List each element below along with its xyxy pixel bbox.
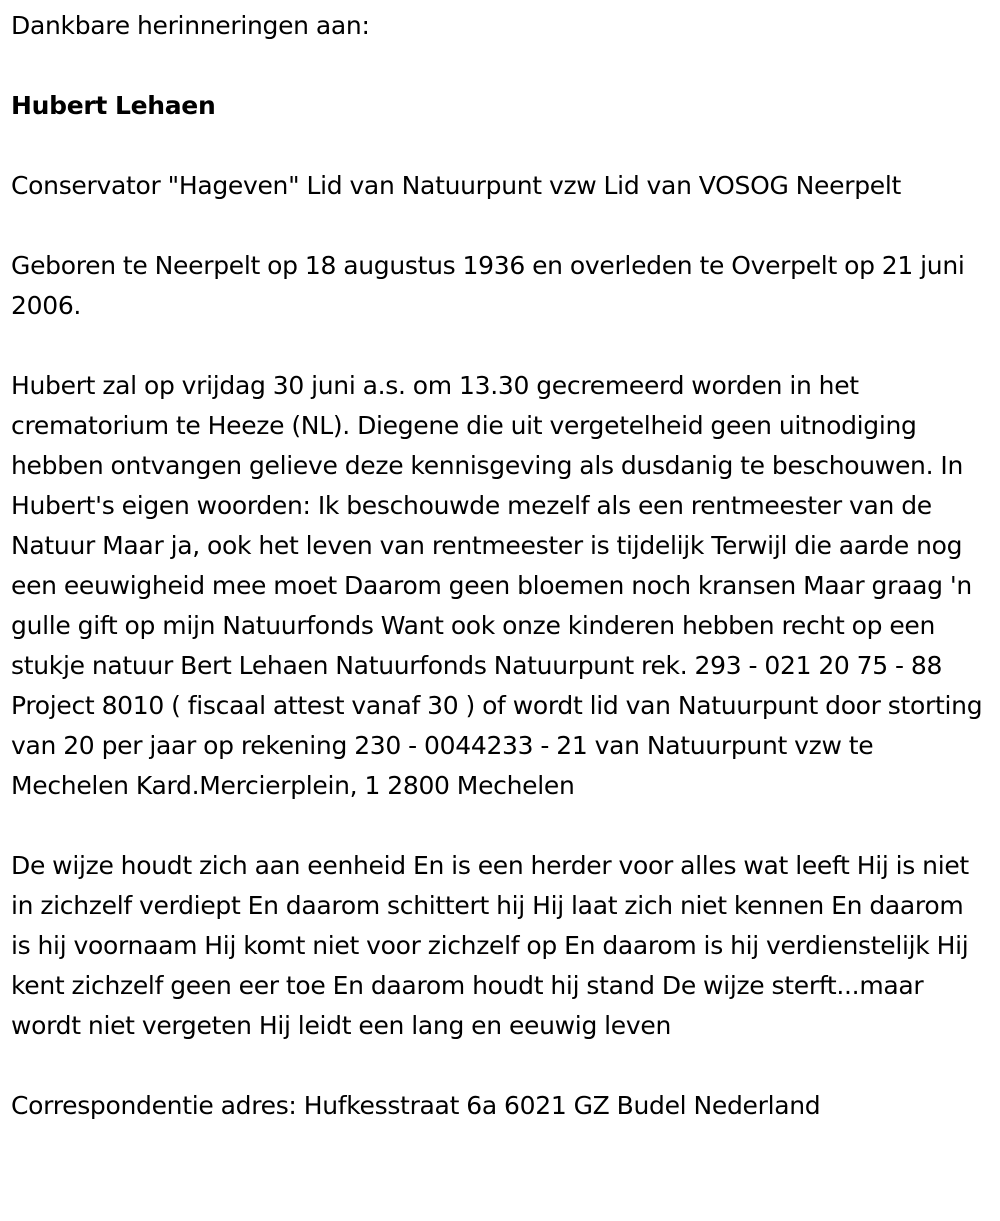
intro-line: Dankbare herinneringen aan: [11, 11, 370, 40]
deceased-name: Hubert Lehaen [11, 91, 216, 120]
ceremony-paragraph: Hubert zal op vrijdag 30 juni a.s. om 13.30 gecremeerd worden in het crematorium te Heeze (NL). Diegene die uit vergetelheid geen uitnodiging hebben ontvangen gelieve deze kennisgeving als dusdanig te beschouwen. In Hubert's eigen woorden: Ik beschouwde mezelf als een rentmeester van de Natuur Maar ja, ook het leven van rentmeester is tijdelijk Terwijl die aarde nog een eeuwigheid mee moet Daarom geen bloemen noch kransen Maar graag 'n gulle gift op mijn Natuurfonds Want ook onze kinderen hebben recht op een stukje natuur Bert Lehaen Natuurfonds Natuurpunt rek. 293 - 021 20 75 - 88 Project 8010 ( fiscaal attest vanaf 30 ) of wordt lid van Natuurpunt door storting van 20 per jaar op rekening 230 - 0044233 - 21 van Natuurpunt vzw te Mechelen Kard.Mercierplein, 1 2800 Mechelen [11, 371, 983, 800]
birth-death-paragraph: Geboren te Neerpelt op 18 augustus 1936 en overleden te Overpelt op 21 juni 2006. [11, 251, 965, 320]
poem-paragraph: De wijze houdt zich aan eenheid En is een herder voor alles wat leeft Hij is niet in zichzelf verdiept En daarom schittert hij Hij laat zich niet kennen En daarom is hij voornaam Hij komt niet voor zichzelf op En daarom is hij verdienstelijk Hij kent zichzelf geen eer toe En daarom houdt hij stand De wijze sterft...maar wordt niet vergeten Hij leidt een lang en eeuwig leven [11, 851, 969, 1040]
correspondence-address: Correspondentie adres: Hufkesstraat 6a 6021 GZ Budel Nederland [11, 1091, 821, 1120]
memorial-notice [11, 6, 989, 1126]
titles-line: Conservator "Hageven" Lid van Natuurpunt vzw Lid van VOSOG Neerpelt [11, 171, 902, 200]
